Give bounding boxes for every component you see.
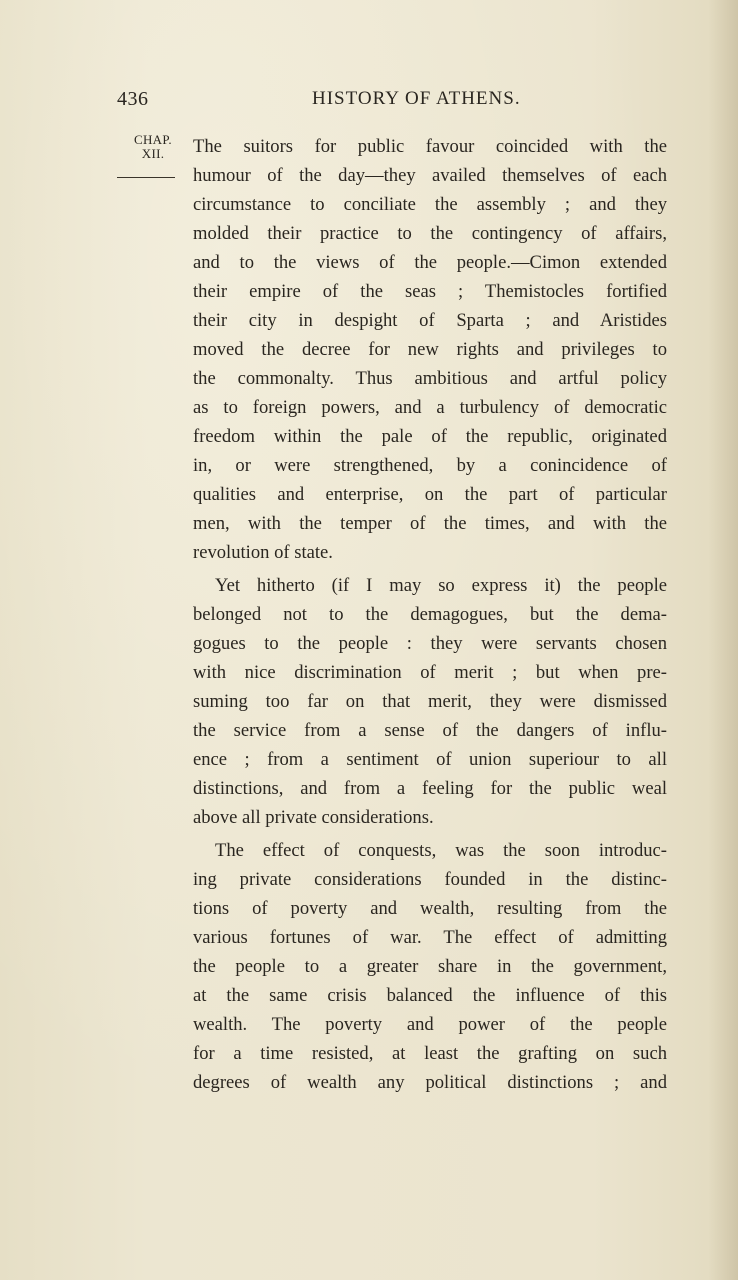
text-line: their empire of the seas ; Themistocles fortified xyxy=(193,281,667,302)
text-line: freedom within the pale of the republic, originated xyxy=(193,426,667,447)
text-line: with nice discrimination of merit ; but when pre- xyxy=(193,662,667,683)
text-line: circumstance to conciliate the assembly ; and they xyxy=(193,194,667,215)
text-line: various fortunes of war. The effect of admitting xyxy=(193,927,667,948)
text-line: for a time resisted, at least the grafting on such xyxy=(193,1043,667,1064)
text-line: the people to a greater share in the government, xyxy=(193,956,667,977)
text-line: ing private considerations founded in the distinc- xyxy=(193,869,667,890)
text-line: qualities and enterprise, on the part of particular xyxy=(193,484,667,505)
running-head-title: HISTORY OF ATHENS. xyxy=(312,88,521,109)
text-line: the commonalty. Thus ambitious and artful policy xyxy=(193,368,667,389)
text-line: humour of the day—they availed themselves of each xyxy=(193,165,667,186)
text-line: moved the decree for new rights and privileges to xyxy=(193,339,667,360)
text-line: men, with the temper of the times, and with the xyxy=(193,513,667,534)
text-line: above all private considerations. xyxy=(193,807,434,828)
text-line: distinctions, and from a feeling for the public weal xyxy=(193,778,667,799)
text-line: molded their practice to the contingency of affairs, xyxy=(193,223,667,244)
body-text xyxy=(193,132,667,1097)
text-line: the service from a sense of the dangers of influ- xyxy=(193,720,667,741)
text-line: and to the views of the people.—Cimon extended xyxy=(193,252,667,273)
text-line: The effect of conquests, was the soon introduc- xyxy=(215,840,667,861)
text-line: degrees of wealth any political distinctions ; and xyxy=(193,1072,667,1093)
chapter-margin-note xyxy=(126,133,180,161)
text-line: belonged not to the demagogues, but the dema- xyxy=(193,604,667,625)
text-line: in, or were strengthened, by a conincidence of xyxy=(193,455,667,476)
text-line: ence ; from a sentiment of union superiour to all xyxy=(193,749,667,770)
text-line: at the same crisis balanced the influence of this xyxy=(193,985,667,1006)
text-line: their city in despight of Sparta ; and Aristides xyxy=(193,310,667,331)
page-edge-shadow xyxy=(708,0,738,1280)
text-line: wealth. The poverty and power of the people xyxy=(193,1014,667,1035)
text-line: gogues to the people : they were servants chosen xyxy=(193,633,667,654)
text-line: revolution of state. xyxy=(193,542,333,563)
text-line: as to foreign powers, and a turbulency of democratic xyxy=(193,397,667,418)
text-line: suming too far on that merit, they were dismissed xyxy=(193,691,667,712)
chapter-label: CHAP. xyxy=(134,132,172,147)
chapter-number: XII. xyxy=(141,146,165,161)
chapter-rule xyxy=(117,177,175,178)
text-line: tions of poverty and wealth, resulting from the xyxy=(193,898,667,919)
page-number: 436 xyxy=(117,88,149,110)
text-line: Yet hitherto (if I may so express it) the people xyxy=(215,575,667,596)
text-line: The suitors for public favour coincided with the xyxy=(193,136,667,157)
